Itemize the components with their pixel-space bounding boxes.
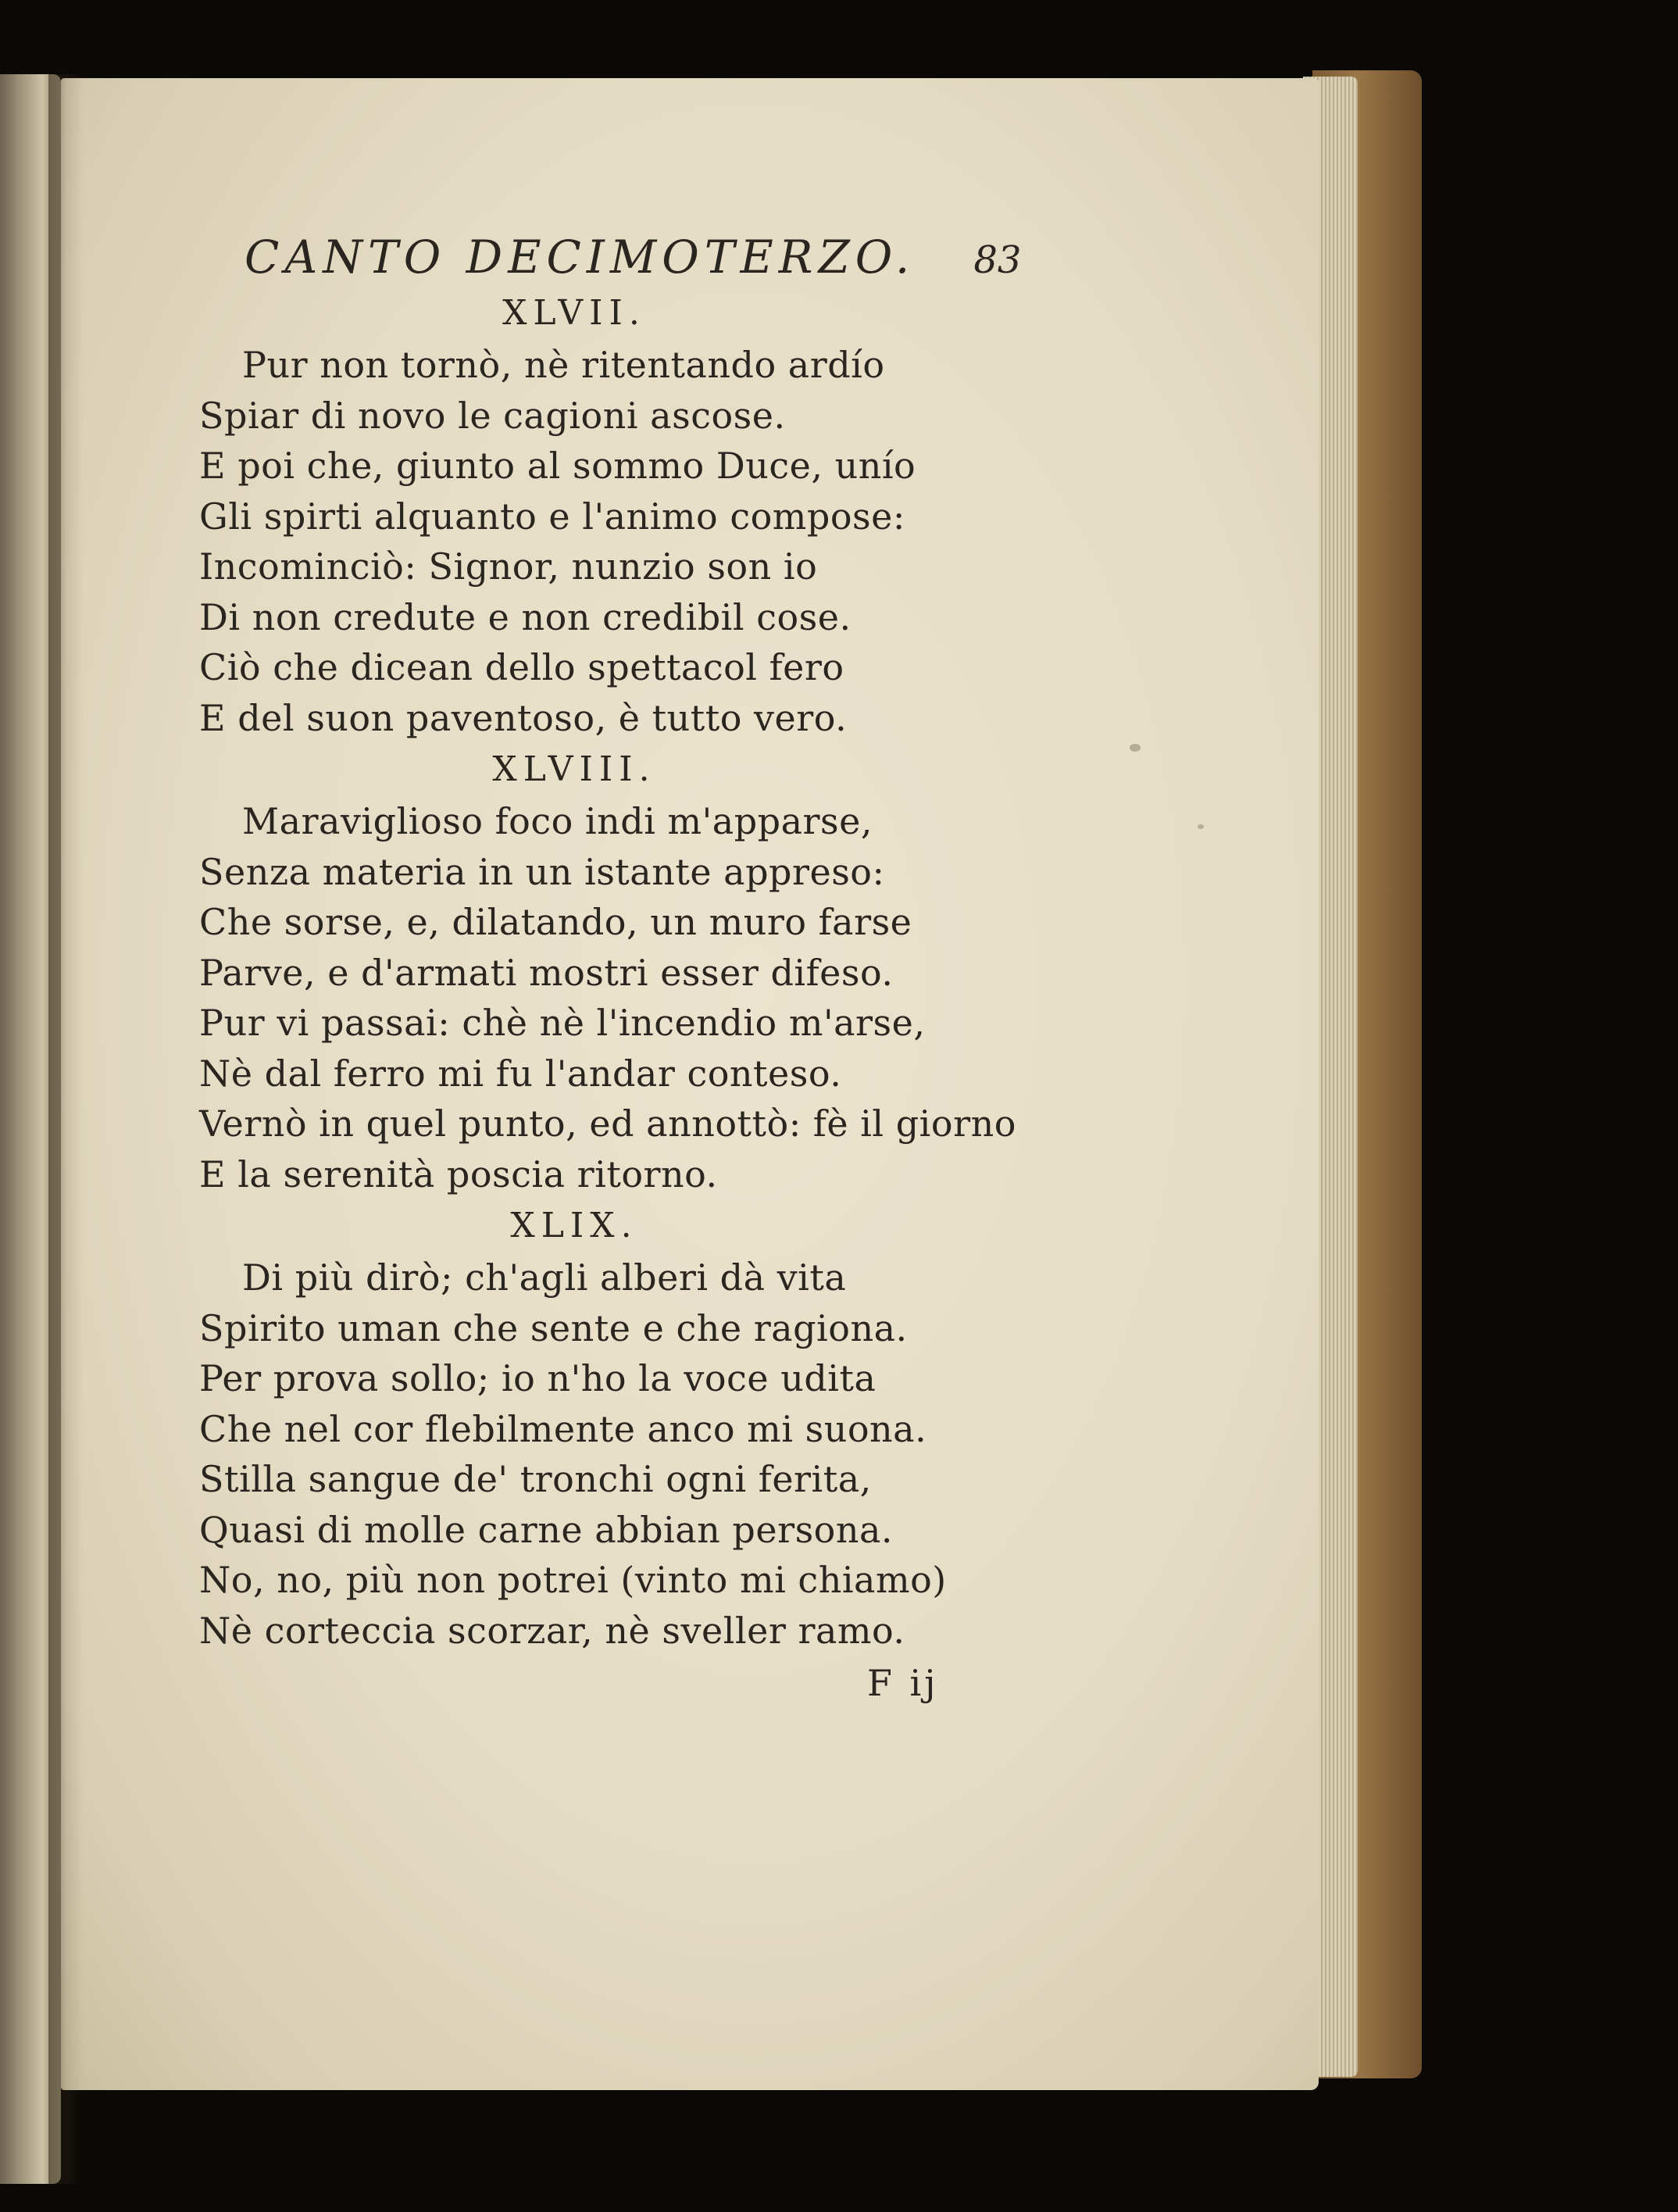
running-title: CANTO DECIMOTERZO. (245, 230, 916, 284)
stanza (199, 1199, 1176, 1656)
verse-line: Di più dirò; ch'agli alberi dà vita (242, 1256, 847, 1299)
verse-line: Di non credute e non credibil cose. (199, 595, 851, 638)
verse-line: Parve, e d'armati mostri esser difeso. (199, 951, 894, 994)
stanza (199, 287, 1176, 743)
book-page (61, 78, 1319, 2090)
verse-line: Ciò che dicean dello spettacol fero (199, 646, 844, 688)
verse-line: Nè corteccia scorzar, nè sveller ramo. (199, 1609, 905, 1652)
stanza-number: XLVIII. (492, 749, 656, 789)
verse-line: Gli spirti alquanto e l'animo compose: (199, 495, 905, 538)
stanza-number: XLVII. (502, 293, 646, 333)
verse-line: Vernò in quel punto, ed annottò: fè il giorno (199, 1102, 1016, 1145)
verse-line: Incominciò: Signor, nunzio son io (199, 545, 818, 588)
verse-line: Quasi di molle carne abbian persona. (199, 1508, 894, 1551)
verse-line: E poi che, giunto al sommo Duce, unío (199, 445, 916, 487)
verse-line: Spiar di novo le cagioni ascose. (199, 394, 786, 437)
verse-line: Spirito uman che sente e che ragiona. (199, 1306, 908, 1349)
signature-mark: F ij (867, 1662, 939, 1704)
verse-line: Senza materia in un istante appreso: (199, 850, 885, 893)
verse-line: Pur non tornò, nè ritentando ardío (242, 344, 885, 386)
verse-line: Nè dal ferro mi fu l'andar conteso. (199, 1052, 842, 1095)
verse-line: Maraviglioso foco indi m'apparse, (242, 800, 873, 842)
verse-line: E la serenità poscia ritorno. (199, 1152, 718, 1195)
page-text (199, 230, 1176, 1710)
verse-line: No, no, più non potrei (vinto mi chiamo) (199, 1559, 947, 1601)
verse-line: Pur vi passai: chè nè l'incendio m'arse, (199, 1002, 926, 1044)
page-number: 83 (973, 238, 1022, 282)
verse-line: Che nel cor flebilmente anco mi suona. (199, 1407, 927, 1450)
stanza-number: XLIX. (510, 1206, 638, 1245)
verse-line: Stilla sangue de' tronchi ogni ferita, (199, 1458, 872, 1500)
verse-line: E del suon paventoso, è tutto vero. (199, 696, 848, 739)
gutter-shadow (48, 74, 84, 2184)
verse-line: Per prova sollo; io n'ho la voce udita (199, 1357, 876, 1399)
running-head (199, 230, 1176, 287)
stanza (199, 743, 1176, 1199)
verse-line: Che sorse, e, dilatando, un muro farse (199, 901, 912, 943)
paper-blemish (1198, 824, 1204, 829)
